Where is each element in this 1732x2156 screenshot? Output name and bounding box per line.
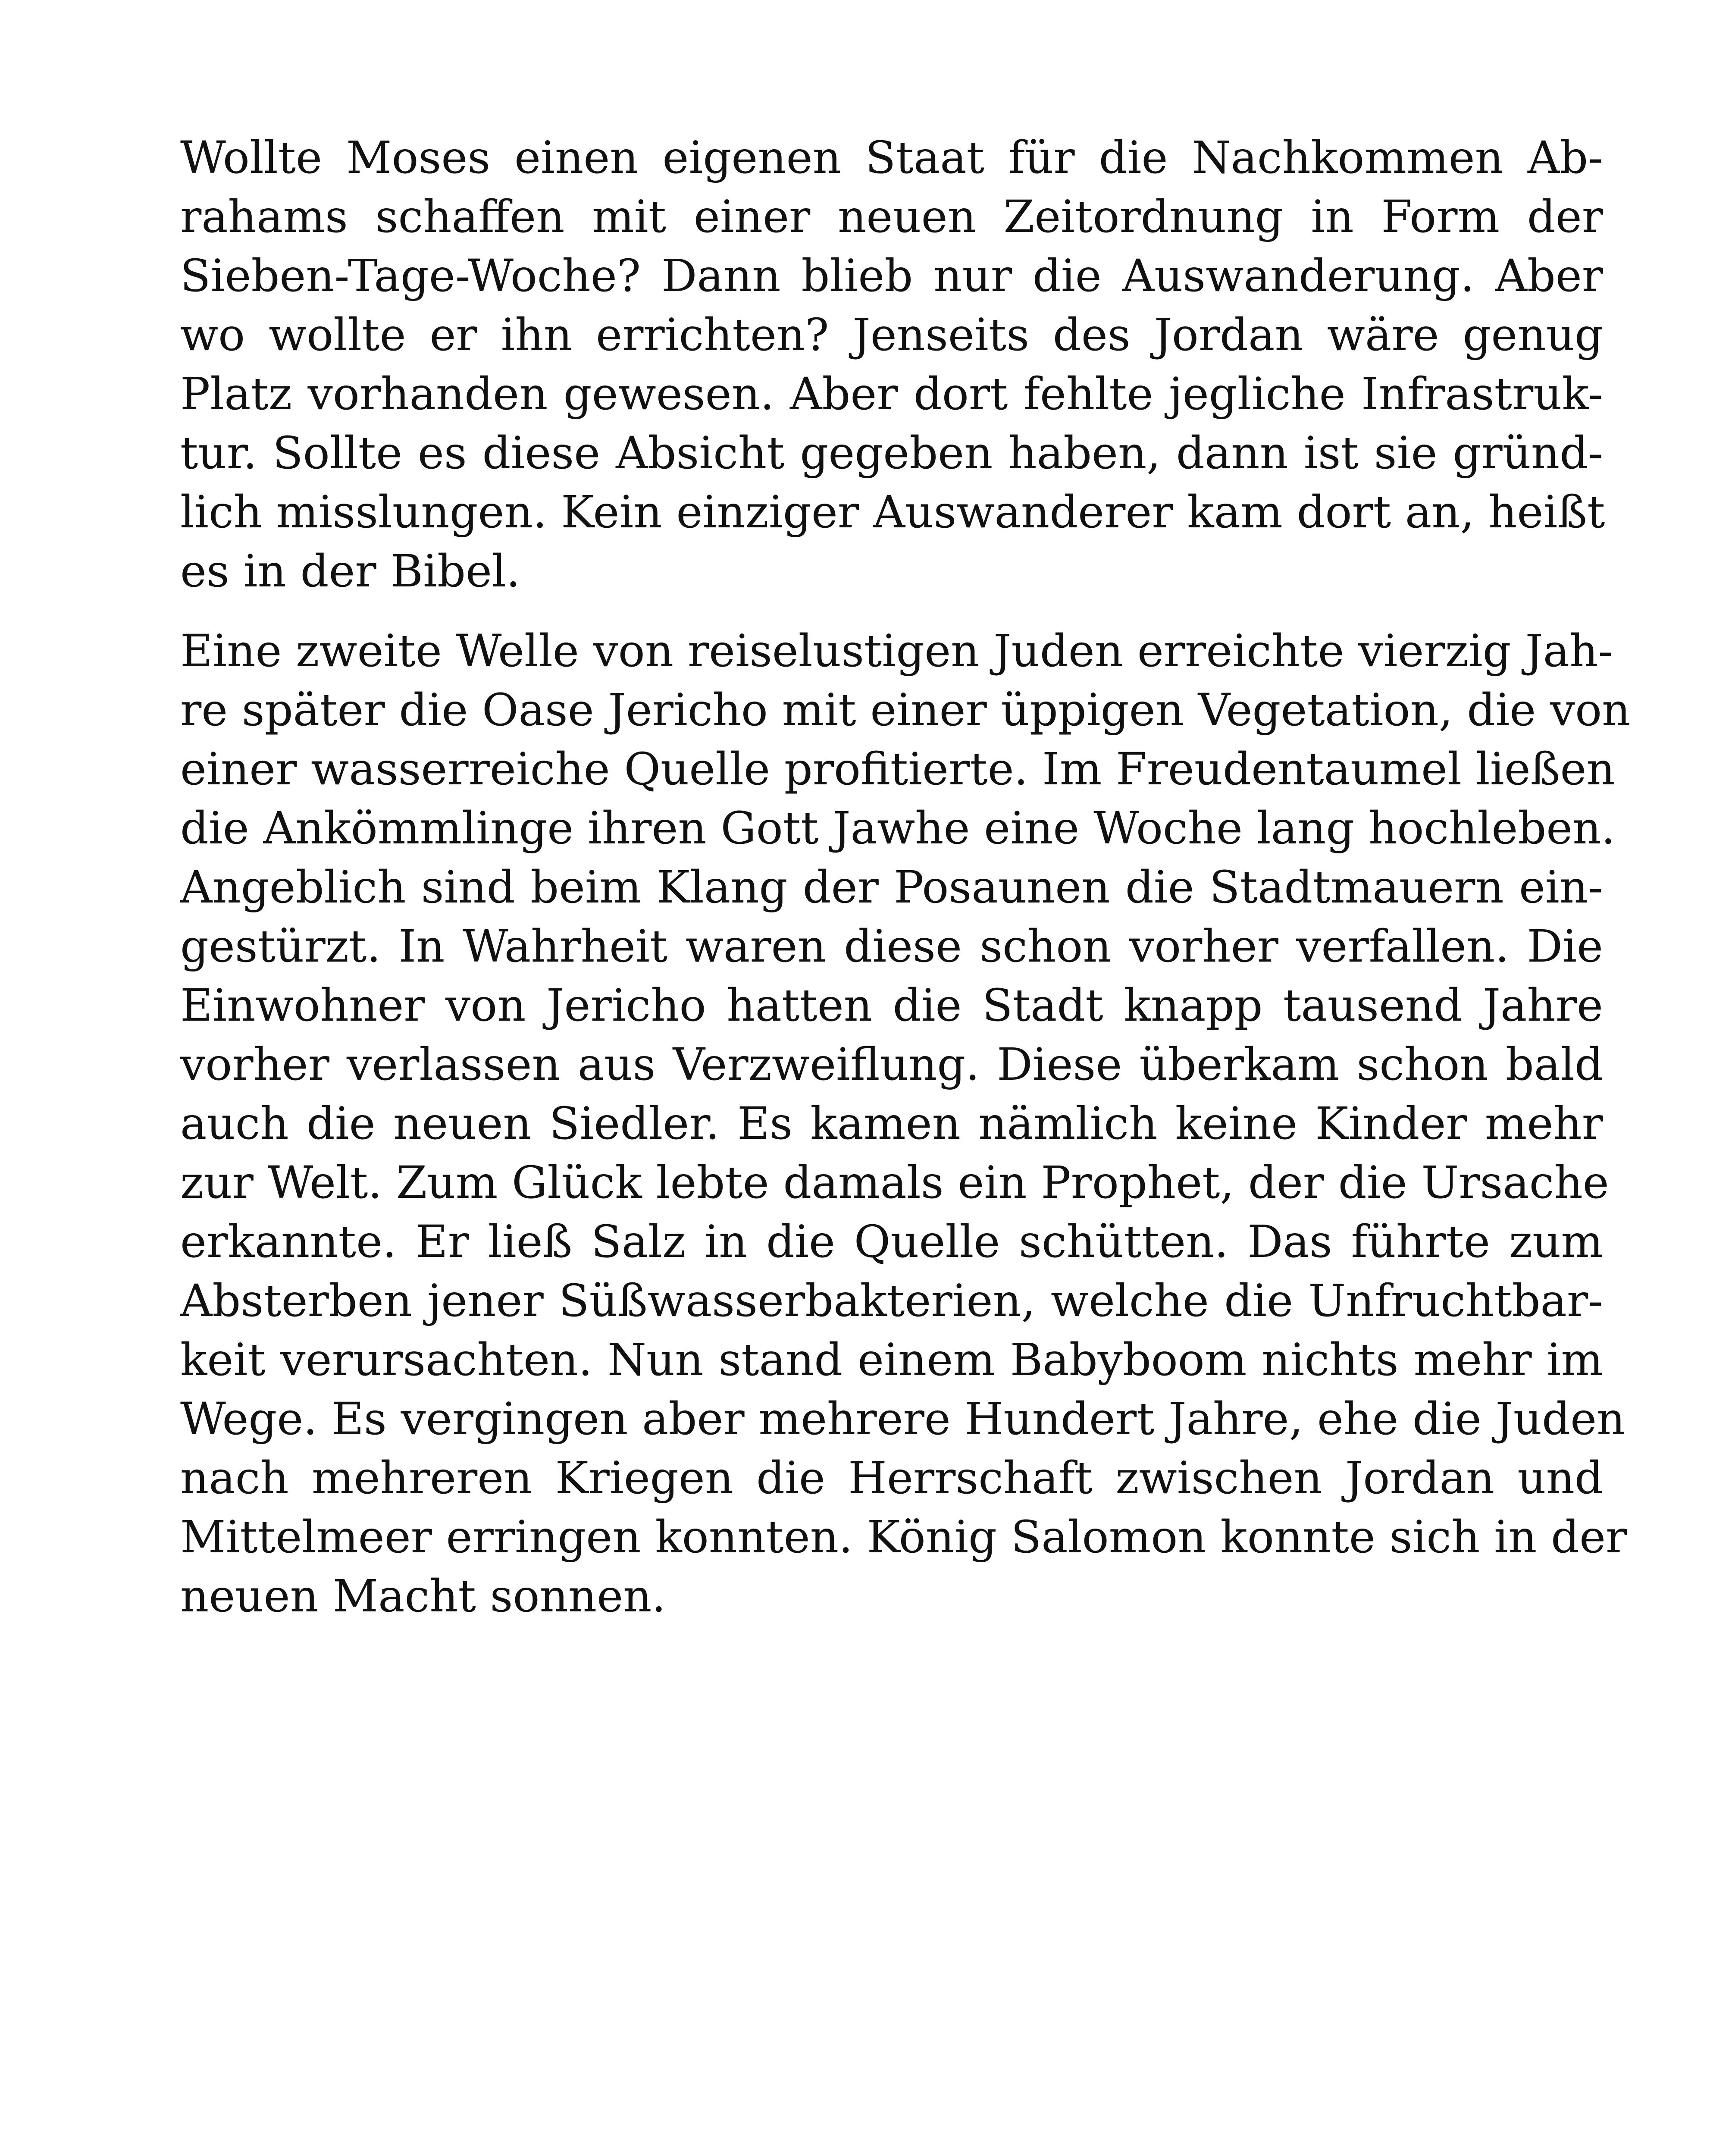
text-line: rahams schaffen mit einer neuen Zeitordnung in Form der [180, 191, 1603, 243]
text-line: Angeblich sind beim Klang der Posaunen die Stadtmauern ein- [180, 862, 1603, 913]
text-line: es in der Bibel. [180, 545, 520, 597]
text-line: Platz vorhanden gewesen. Aber dort fehlte jegliche Infrastruk- [180, 368, 1603, 420]
text-line: Eine zweite Welle von reiselustigen Juden erreichte vierzig Jah- [180, 625, 1613, 677]
text-line: Wege. Es vergingen aber mehrere Hundert Jahre, ehe die Juden [180, 1393, 1626, 1445]
text-line: Einwohner von Jericho hatten die Stadt knapp tausend Jahre [180, 980, 1603, 1031]
paragraph-2 [180, 622, 1631, 1626]
text-line: auch die neuen Siedler. Es kamen nämlich keine Kinder mehr [180, 1098, 1603, 1150]
text-line: Sieben-Tage-Woche? Dann blieb nur die Auswanderung. Aber [180, 250, 1603, 302]
paragraph-1 [180, 128, 1603, 601]
text-line: Absterben jener Süßwasserbakterien, welche die Unfruchtbar- [180, 1275, 1603, 1327]
text-line: erkannte. Er ließ Salz in die Quelle schütten. Das führte zum [180, 1216, 1603, 1268]
text-line: wo wollte er ihn errichten? Jenseits des Jordan wäre genug [180, 309, 1603, 361]
text-line: re später die Oase Jericho mit einer üppigen Vegetation, die von [180, 684, 1631, 736]
text-line: zur Welt. Zum Glück lebte damals ein Prophet, der die Ursache [180, 1157, 1609, 1209]
text-line: Mittelmeer erringen konnten. König Salomon konnte sich in der [180, 1511, 1627, 1563]
text-line: einer wasserreiche Quelle profitierte. Im Freudentaumel ließen [180, 743, 1615, 795]
text-line: die Ankömmlinge ihren Gott Jawhe eine Woche lang hochleben. [180, 802, 1616, 854]
text-line: keit verursachten. Nun stand einem Babyboom nichts mehr im [180, 1334, 1603, 1386]
text-line: nach mehreren Kriegen die Herrschaft zwischen Jordan und [180, 1452, 1603, 1504]
text-line: Wollte Moses einen eigenen Staat für die Nachkommen Ab- [180, 132, 1603, 184]
paragraph-spacer [180, 601, 1603, 622]
text-line: tur. Sollte es diese Absicht gegeben haben, dann ist sie gründ- [180, 427, 1603, 479]
text-line: vorher verlassen aus Verzweiflung. Diese überkam schon bald [180, 1039, 1603, 1091]
text-line: gestürzt. In Wahrheit waren diese schon vorher verfallen. Die [180, 921, 1603, 972]
body-text [180, 128, 1631, 1626]
text-line: lich misslungen. Kein einziger Auswanderer kam dort an, heißt [180, 486, 1605, 538]
text-line: neuen Macht sonnen. [180, 1570, 666, 1622]
